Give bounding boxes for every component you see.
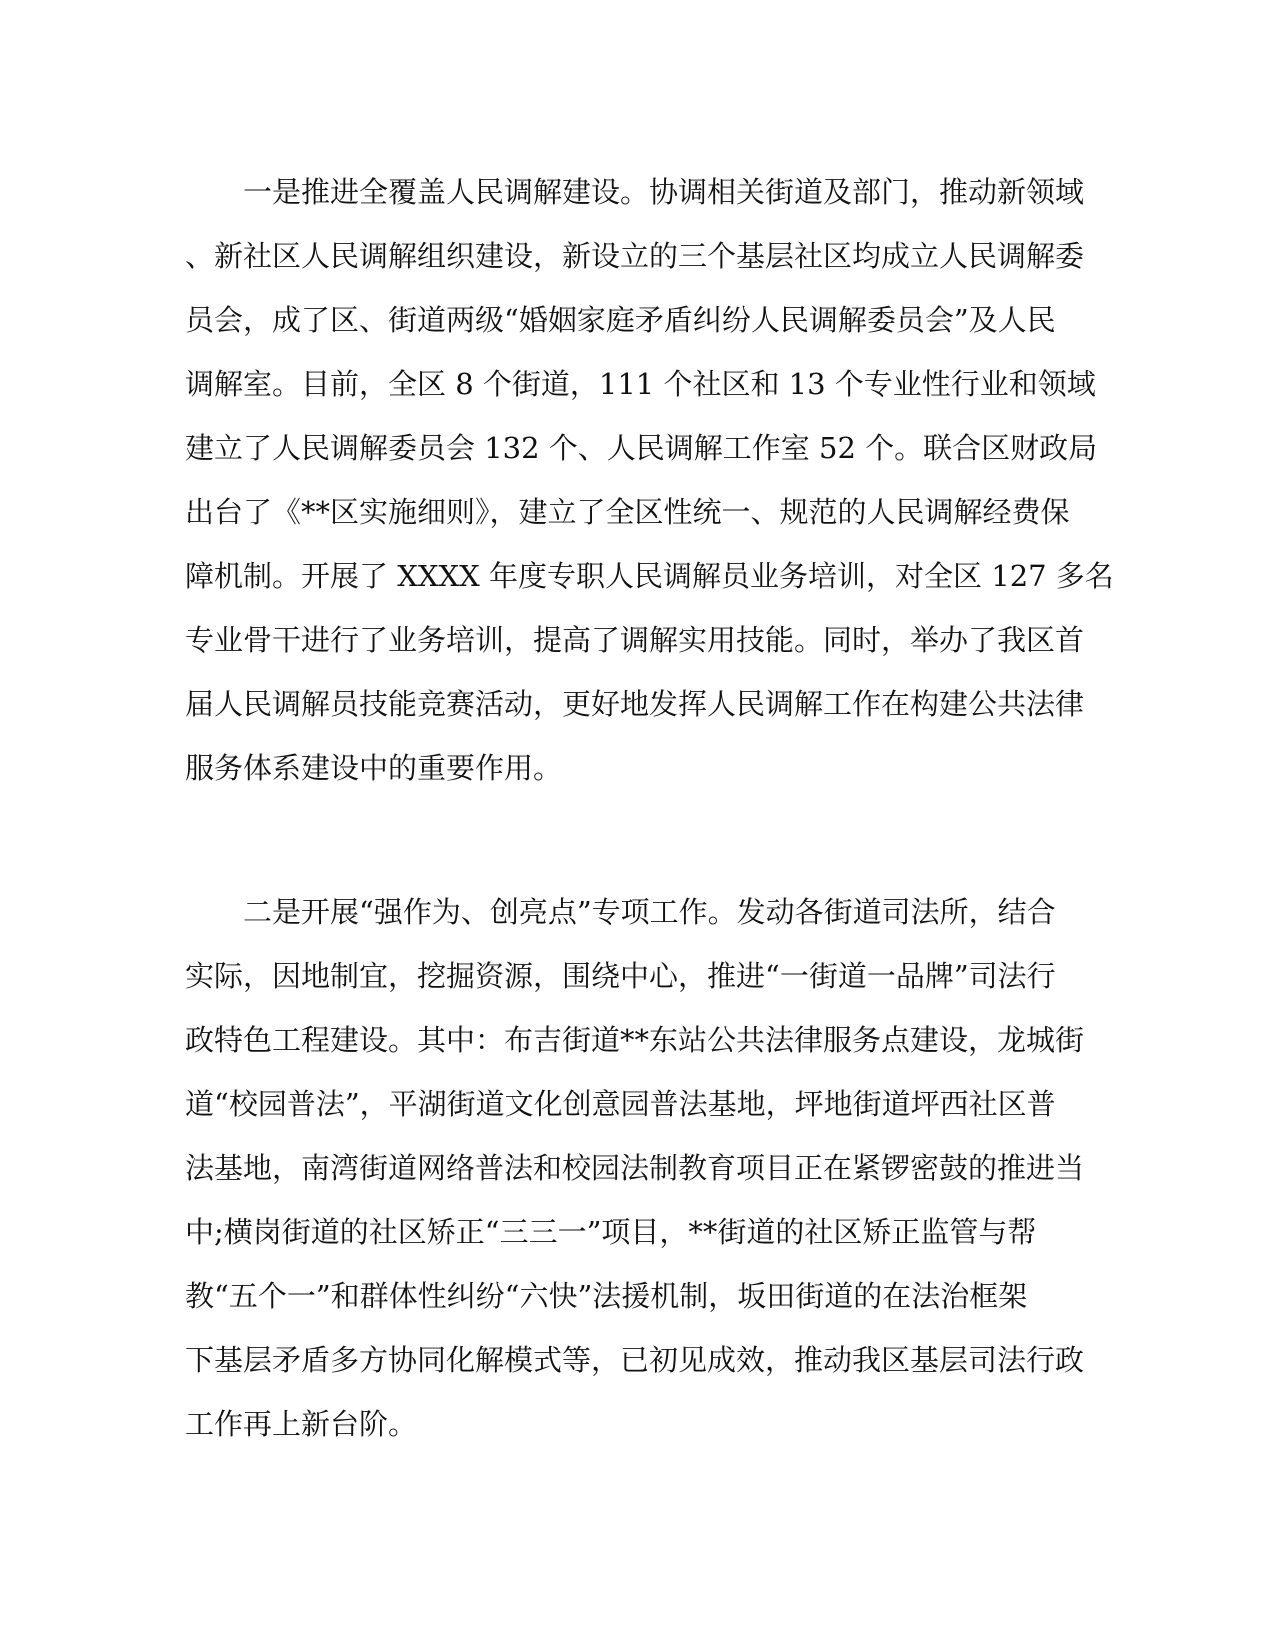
- text-line: 工作再上新台阶。: [185, 1407, 418, 1441]
- paragraph-special-projects: [185, 880, 1090, 1456]
- text-line: 服务体系建设中的重要作用。: [185, 751, 563, 785]
- text-line: 道“校园普法”，平湖街道文化创意园普法基地，坪地街道坪西社区普: [185, 1087, 1056, 1121]
- text-line: 二是开展“强作为、创亮点”专项工作。发动各街道司法所，结合: [185, 895, 1056, 929]
- text-line: 、新社区人民调解组织建设，新设立的三个基层社区均成立人民调解委: [185, 239, 1085, 273]
- text-line: 下基层矛盾多方协同化解模式等，已初见成效，推动我区基层司法行政: [185, 1343, 1085, 1377]
- text-line: 法基地，南湾街道网络普法和校园法制教育项目正在紧锣密鼓的推进当: [185, 1151, 1085, 1185]
- text-line: 中;横岗街道的社区矫正“三三一”项目，**街道的社区矫正监管与帮: [185, 1215, 1037, 1249]
- text-line: 专业骨干进行了业务培训，提高了调解实用技能。同时，举办了我区首: [185, 623, 1085, 657]
- text-line: 建立了人民调解委员会 132 个、人民调解工作室 52 个。联合区财政局: [185, 431, 1098, 465]
- text-line: 出台了《**区实施细则》，建立了全区性统一、规范的人民调解经费保: [185, 495, 1070, 529]
- text-line: 调解室。目前，全区 8 个街道，111 个社区和 13 个专业性行业和领域: [185, 367, 1096, 401]
- text-line: 员会，成了区、街道两级“婚姻家庭矛盾纠纷人民调解委员会”及人民: [185, 303, 1056, 337]
- text-line: 障机制。开展了 XXXX 年度专职人民调解员业务培训，对全区 127 多名: [185, 559, 1114, 593]
- text-line: 届人民调解员技能竞赛活动，更好地发挥人民调解工作在构建公共法律: [185, 687, 1085, 721]
- text-line: 实际，因地制宜，挖掘资源，围绕中心，推进“一街道一品牌”司法行: [185, 959, 1056, 993]
- paragraph-people-mediation: [185, 160, 1114, 800]
- text-line: 政特色工程建设。其中：布吉街道**东站公共法律服务点建设，龙城街: [185, 1023, 1085, 1057]
- text-line: 一是推进全覆盖人民调解建设。协调相关街道及部门，推动新领域: [185, 175, 1085, 209]
- text-line: 教“五个一”和群体性纠纷“六快”法援机制，坂田街道的在法治框架: [185, 1279, 1028, 1313]
